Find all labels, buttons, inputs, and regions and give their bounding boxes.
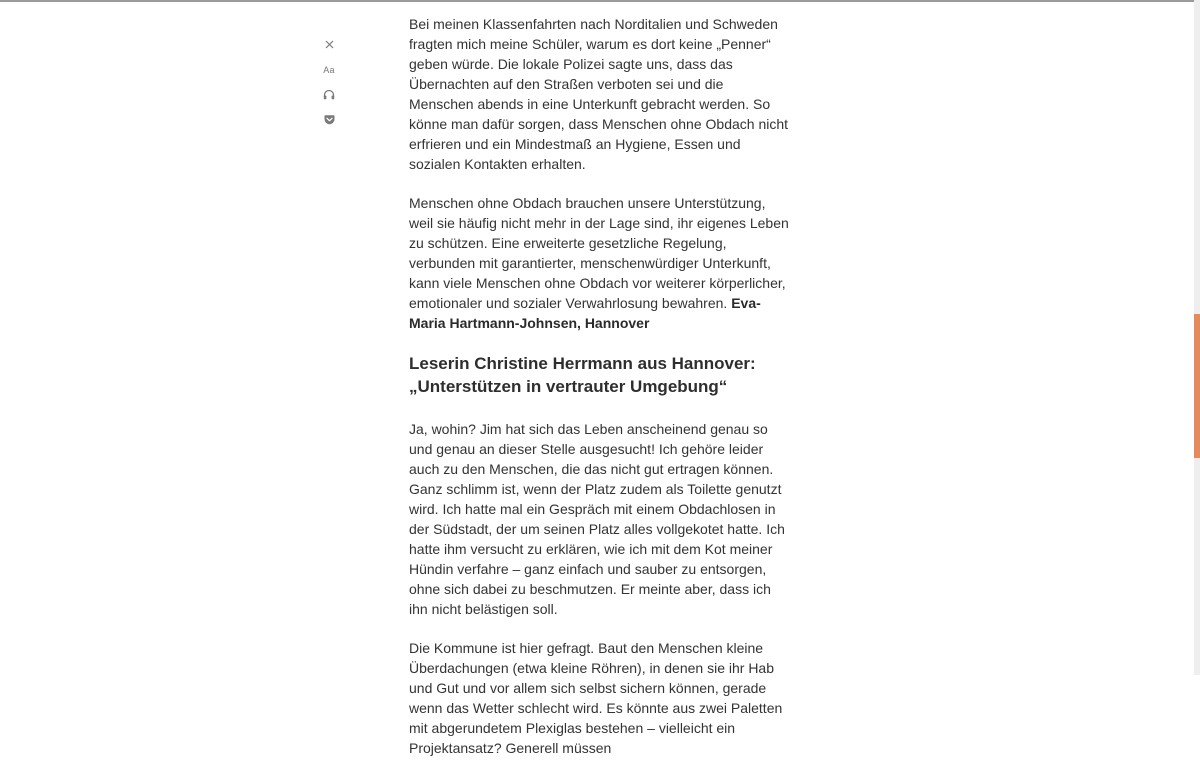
- paragraph-2-text: Menschen ohne Obdach brauchen unsere Unterstützung, weil sie häufig nicht mehr in der Lage sind, ihr eigenes Leben zu schützen. Eine erweiterte gesetzliche Regelung, verbunden mit garantierter, menschenwürdiger Unterkunft, kann viele Menschen ohne Obdach vor weiterer körperlicher, emotionaler und sozialer Verwahrlosung bewahren.: [409, 195, 789, 311]
- scrollbar-thumb[interactable]: [1194, 314, 1200, 458]
- reader-toolbar: [316, 32, 342, 132]
- pocket-icon: [324, 115, 335, 125]
- close-icon: [325, 40, 334, 49]
- paragraph-2: [409, 193, 789, 333]
- section-heading: [409, 352, 789, 398]
- article-body: [409, 14, 789, 777]
- save-to-pocket-button[interactable]: [316, 107, 342, 132]
- paragraph-2-author: Eva-Maria Hartmann-Johnsen, Hannover: [409, 295, 761, 331]
- close-reader-button[interactable]: [316, 32, 342, 57]
- headphones-icon: [323, 89, 335, 100]
- paragraph-3: Ja, wohin? Jim hat sich das Leben anscheinend genau so und genau an dieser Stelle ausgesucht! Ich gehöre leider auch zu den Menschen, die das nicht gut ertragen können. Ganz schlimm ist, wenn der Platz zudem als Toilette genutzt wird. Ich hatte mal ein Gespräch mit einem Obdachlosen in der Südstadt, der um seinen Platz alles vollgekotet hatte. Ich hatte ihm versucht zu erklären, wie ich mit dem Kot meiner Hündin verfahre – ganz einfach und sauber zu entsorgen, ohne sich dabei zu beschmutzen. Er meinte aber, dass ich ihn nicht belästigen soll.: [409, 421, 785, 617]
- window-top-border: [0, 0, 1200, 2]
- section-heading-line-1: Leserin Christine Herrmann aus Hannover:: [409, 354, 756, 373]
- font-settings-button[interactable]: [316, 57, 342, 82]
- page-scrollbar[interactable]: [1194, 0, 1200, 675]
- section-heading-line-2: „Unterstützen in vertrauter Umgebung“: [409, 377, 728, 396]
- font-settings-label: Aa: [323, 64, 335, 75]
- listen-button[interactable]: [316, 82, 342, 107]
- paragraph-4: Die Kommune ist hier gefragt. Baut den Menschen kleine Überdachungen (etwa kleine Röhren), in denen sie ihr Hab und Gut und vor allem sich selbst sichern können, gerade wenn das Wetter schlecht wird. Es könnte aus zwei Paletten mit abgerundetem Plexiglas bestehen – vielleicht ein Projektansatz? Generell müssen: [409, 640, 783, 756]
- paragraph-1: Bei meinen Klassenfahrten nach Norditalien und Schweden fragten mich meine Schüler, warum es dort keine „Penner“ geben würde. Die lokale Polizei sagte uns, dass das Übernachten auf den Straßen verboten sei und die Menschen abends in eine Unterkunft gebracht werden. So könne man dafür sorgen, dass Menschen ohne Obdach nicht erfrieren und ein Mindestmaß an Hygiene, Essen und sozialen Kontakten erhalten.: [409, 16, 789, 172]
